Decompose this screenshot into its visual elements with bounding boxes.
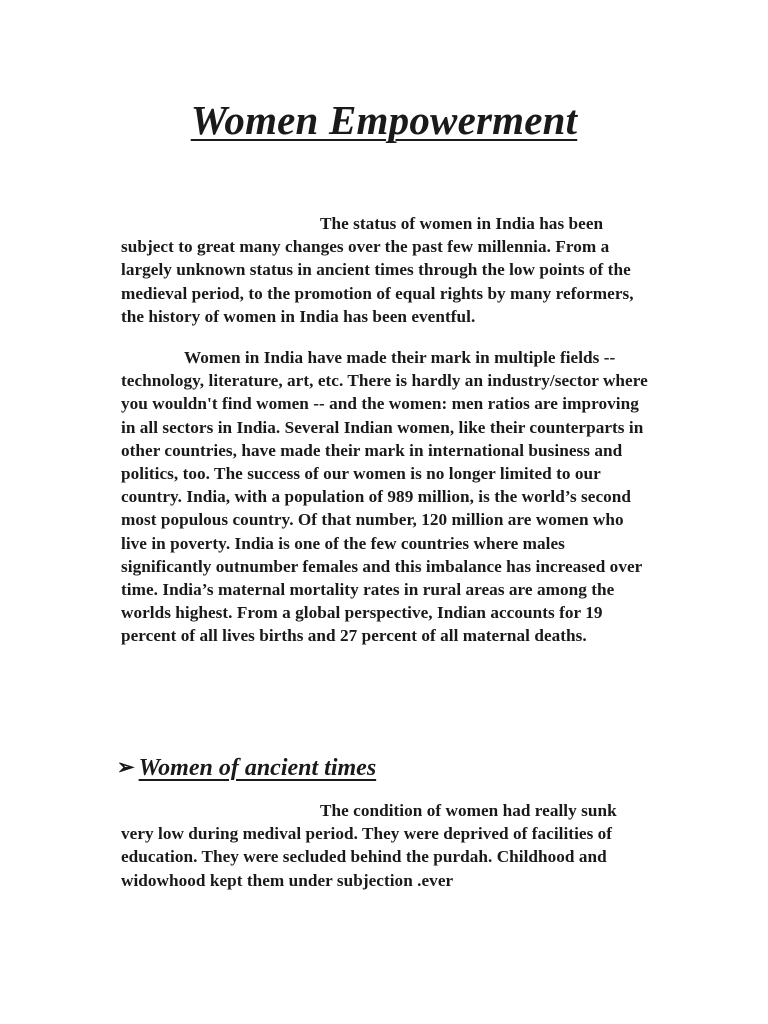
- intro-paragraph: The status of women in India has been subject to great many changes over the past few millennia. From a largely unknown status in ancient times through the low points of the medieval period, to the promotion of equal rights by many reformers, the history of women in India has been eventful.: [121, 214, 634, 326]
- document-title: Women Empowerment: [190, 97, 578, 143]
- section-heading: [117, 753, 376, 783]
- section-heading-text: Women of ancient times: [138, 755, 377, 781]
- section-paragraph: The condition of women had really sunk very low during medival period. They were deprived of facilities of education. They were secluded behind the purdah. Childhood and widowhood kept them under subjection .ever: [121, 801, 617, 890]
- body-paragraph: Women in India have made their mark in multiple fields -- technology, literature, art, etc. There is hardly an industry/sector where you wouldn't find women -- and the women: men ratios are improving in all sectors in India. Several Indian women, like their counterparts in other countries, have made their mark in international business and politics, too. The success of our women is no longer limited to our country. India, with a population of 989 million, is the world’s second most populous country. Of that number, 120 million are women who live in poverty. India is one of the few countries where males significantly outnumber females and this imbalance has increased over time. India’s maternal mortality rates in rural areas are among the worlds highest. From a global perspective, Indian accounts for 19 percent of all lives births and 27 percent of all maternal deaths.: [121, 348, 648, 646]
- arrow-bullet-icon: ➢: [117, 755, 135, 779]
